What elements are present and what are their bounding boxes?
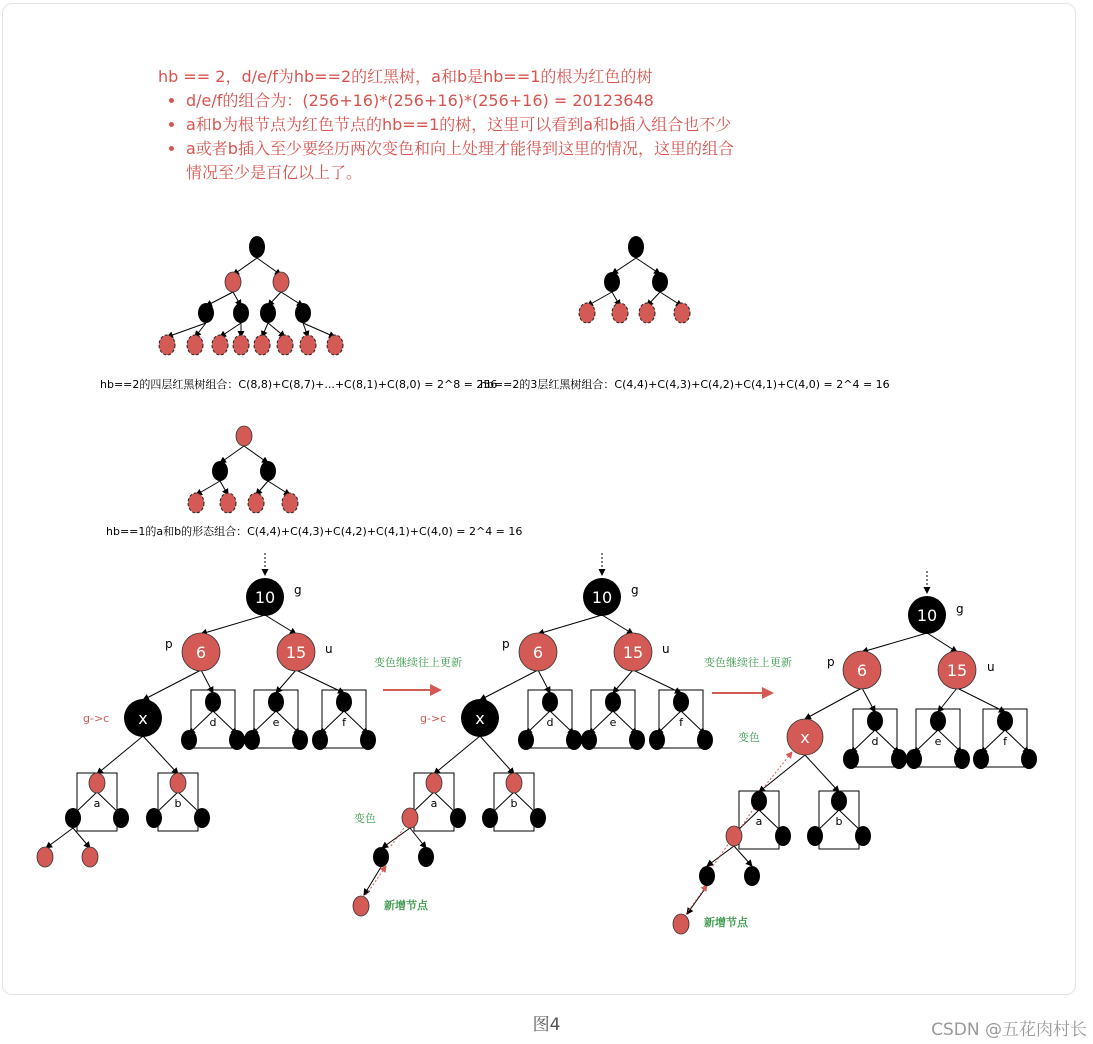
tree-node-8 — [159, 335, 175, 355]
tree-edge — [196, 481, 220, 495]
label-p-3: p — [827, 655, 835, 669]
tree-node-54 — [542, 692, 558, 712]
label-u-2: u — [662, 642, 670, 656]
tree-edge — [862, 633, 927, 652]
subtree-label-f: f — [342, 716, 346, 729]
tree-edge — [213, 711, 237, 734]
tree-edge — [268, 481, 290, 495]
tree-edge — [875, 730, 899, 753]
bullet-2: • a和b为根节点为红色节点的hb==1的树，这里可以看到a和b插入组合也不少 — [186, 113, 734, 137]
tree-node-18 — [652, 272, 668, 292]
tree-edge — [256, 481, 268, 495]
tree-node-19 — [579, 303, 595, 323]
tree-edge — [344, 711, 368, 734]
tree-node-11 — [233, 335, 249, 355]
tree-node-59 — [629, 730, 645, 750]
tree-node-66 — [402, 808, 418, 828]
tree-node-65 — [506, 773, 522, 793]
tree-node-83 — [973, 749, 989, 769]
tree-edge — [927, 633, 957, 652]
subtree-label-d: d — [546, 716, 554, 729]
tree-node-48 — [194, 808, 210, 828]
tree-node-82 — [997, 711, 1013, 731]
node-label-n10: 10 — [591, 587, 613, 607]
tree-node-7 — [295, 303, 311, 323]
tree-node-39 — [336, 692, 352, 712]
tree-node-25 — [260, 461, 276, 481]
tree-node-4 — [198, 303, 214, 323]
tree-node-1 — [249, 236, 265, 258]
node-label-n6: 6 — [856, 660, 868, 680]
caption-three-layer: hb==2的3层红黑树组合：C(4,4)+C(4,3)+C(4,2)+C(4,1)+C(4,0) = 2^4 = 16 — [480, 378, 890, 391]
tree-node-43 — [89, 773, 105, 793]
tree-node-68 — [482, 808, 498, 828]
tree-node-17 — [604, 272, 620, 292]
tree-edge — [538, 615, 602, 634]
tree-node-3 — [273, 272, 289, 292]
tree-node-89 — [775, 826, 791, 846]
tree-node-72 — [353, 896, 369, 916]
subtree-label-b: b — [835, 815, 843, 828]
node-label-n10: 10 — [916, 605, 938, 625]
tree-edge — [364, 867, 381, 895]
tree-edge — [244, 446, 268, 463]
tree-node-86 — [751, 791, 767, 811]
bullet-1: • d/e/f的组合为：(256+16)*(256+16)*(256+16) = 20123648 — [186, 89, 734, 113]
tree-edge — [257, 258, 281, 275]
node-label-n15: 15 — [285, 642, 307, 662]
tree-edge — [220, 446, 244, 463]
tree-node-40 — [312, 730, 328, 750]
tree-edge — [938, 730, 962, 753]
node-label-x: x — [800, 727, 810, 747]
tree-node-55 — [518, 730, 534, 750]
tree-node-9 — [187, 335, 203, 355]
tree-node-64 — [426, 773, 442, 793]
label-recolor-up-2: 变色继续往上更新 — [704, 656, 792, 669]
tree-node-38 — [292, 730, 308, 750]
tree-node-69 — [530, 808, 546, 828]
bullet-3: • a或者b插入至少要经历两次变色和向上处理才能得到这里的情况，这里的组合 — [186, 137, 734, 161]
subtree-label-e: e — [609, 716, 617, 729]
tree-edge — [1005, 730, 1029, 753]
heading-title: hb == 2，d/e/f为hb==2的红黑树，a和b是hb==1的根为红色的树 — [158, 67, 653, 86]
tree-node-87 — [831, 791, 847, 811]
tree-edge — [687, 886, 707, 914]
tree-node-80 — [906, 749, 922, 769]
tree-node-24 — [212, 461, 228, 481]
tree-node-33 — [205, 692, 221, 712]
node-label-n6: 6 — [532, 642, 544, 662]
tree-node-70 — [373, 847, 389, 867]
label-p-1: p — [165, 637, 173, 651]
tree-node-35 — [229, 730, 245, 750]
tree-edge — [276, 711, 300, 734]
tree-node-37 — [244, 730, 260, 750]
tree-node-93 — [744, 866, 760, 886]
tree-edge — [262, 323, 268, 337]
tree-node-94 — [673, 914, 689, 934]
tree-node-77 — [843, 749, 859, 769]
tree-edge — [143, 670, 201, 700]
tree-node-5 — [233, 303, 249, 323]
tree-node-41 — [360, 730, 376, 750]
node-label-n15: 15 — [622, 642, 644, 662]
tree-node-81 — [954, 749, 970, 769]
watermark: CSDN @五花肉村长 — [931, 1020, 1087, 1040]
label-gc-2: g->c — [420, 712, 447, 725]
tree-node-49 — [37, 847, 53, 867]
tree-edge — [265, 615, 296, 634]
tree-node-16 — [628, 236, 644, 258]
tree-edge — [233, 258, 257, 275]
tree-node-61 — [649, 730, 665, 750]
tree-edge — [938, 688, 957, 712]
node-label-x: x — [475, 708, 485, 728]
tree-node-12 — [254, 335, 270, 355]
tree-node-22 — [674, 303, 690, 323]
tree-node-20 — [612, 303, 628, 323]
label-new-node-2: 新增节点 — [384, 899, 428, 912]
node-label-n6: 6 — [195, 642, 207, 662]
tree-node-88 — [726, 826, 742, 846]
tree-node-71 — [418, 847, 434, 867]
subtree-label-a: a — [755, 815, 763, 828]
tree-node-36 — [268, 692, 284, 712]
label-u-1: u — [325, 642, 333, 656]
tree-node-56 — [566, 730, 582, 750]
tree-edge — [220, 323, 241, 337]
label-g-2: g — [631, 583, 639, 597]
subtree-label-f: f — [1003, 735, 1007, 748]
tree-edge — [382, 828, 410, 848]
tree-node-91 — [855, 826, 871, 846]
tree-edge — [320, 711, 344, 734]
tree-node-50 — [82, 847, 98, 867]
label-g-3: g — [956, 602, 964, 616]
tree-edge — [805, 755, 839, 792]
tree-node-79 — [930, 711, 946, 731]
figure-caption: 图4 — [532, 1015, 561, 1035]
tree-edge — [612, 258, 636, 274]
tree-node-90 — [807, 826, 823, 846]
tree-node-10 — [212, 335, 228, 355]
label-g-1: g — [294, 583, 302, 597]
tree-edge — [636, 258, 660, 274]
tree-node-92 — [699, 866, 715, 886]
tree-node-44 — [170, 773, 186, 793]
tree-node-34 — [181, 730, 197, 750]
tree-edge — [480, 670, 538, 700]
tree-node-84 — [1021, 749, 1037, 769]
tree-node-15 — [327, 335, 343, 355]
tree-node-58 — [581, 730, 597, 750]
tree-node-2 — [225, 272, 241, 292]
tree-edge — [480, 736, 514, 774]
node-label-n10: 10 — [254, 587, 276, 607]
tree-edge — [550, 711, 574, 734]
subtree-label-b: b — [510, 797, 518, 810]
tree-node-13 — [277, 335, 293, 355]
tree-edge — [862, 688, 875, 712]
tree-node-28 — [248, 493, 264, 513]
tree-node-76 — [867, 711, 883, 731]
tree-node-26 — [188, 493, 204, 513]
subtree-label-d: d — [209, 716, 217, 729]
tree-node-60 — [673, 692, 689, 712]
label-recolor-up-1: 变色继续往上更新 — [374, 656, 462, 669]
tree-node-6 — [260, 303, 276, 323]
tree-edge — [201, 615, 265, 634]
caption-ab-shape: hb==1的a和b的形态组合：C(4,4)+C(4,3)+C(4,2)+C(4,1)+C(4,0) = 2^4 = 16 — [106, 525, 523, 538]
caption-four-layer: hb==2的四层红黑树组合：C(8,8)+C(8,7)+...+C(8,1)+C(8,0) = 2^8 = 256 — [100, 378, 498, 391]
bullet-4: 情况至少是百亿以上了。 — [186, 163, 363, 182]
subtree-label-b: b — [174, 797, 182, 810]
tree-node-21 — [639, 303, 655, 323]
tree-edge — [613, 711, 637, 734]
tree-edge — [46, 828, 73, 848]
subtree-label-f: f — [679, 716, 683, 729]
node-label-n15: 15 — [946, 660, 968, 680]
label-recolor-3: 变色 — [738, 731, 760, 744]
tree-edge — [957, 688, 1005, 712]
tree-node-46 — [113, 808, 129, 828]
tree-edge — [143, 736, 178, 774]
tree-node-78 — [891, 749, 907, 769]
tree-node-62 — [697, 730, 713, 750]
tree-edge — [657, 711, 681, 734]
tree-edge — [686, 885, 707, 914]
subtree-label-d: d — [871, 735, 879, 748]
label-gc-1: g->c — [83, 712, 110, 725]
label-p-2: p — [502, 637, 510, 651]
tree-edge — [759, 755, 805, 792]
tree-node-27 — [220, 493, 236, 513]
tree-node-67 — [450, 808, 466, 828]
tree-edge — [981, 730, 1005, 753]
label-u-3: u — [987, 660, 995, 674]
subtree-label-a: a — [430, 797, 438, 810]
tree-edge — [602, 615, 633, 634]
label-recolor-2: 变色 — [354, 812, 376, 825]
tree-node-29 — [282, 493, 298, 513]
tree-node-57 — [605, 692, 621, 712]
tree-node-14 — [300, 335, 316, 355]
label-new-node-3: 新增节点 — [704, 916, 748, 929]
tree-node-45 — [65, 808, 81, 828]
tree-edge — [366, 866, 386, 895]
tree-edge — [206, 292, 233, 306]
tree-edge — [434, 736, 480, 774]
subtree-label-e: e — [934, 735, 942, 748]
subtree-label-a: a — [93, 797, 101, 810]
tree-edge — [268, 323, 285, 337]
tree-node-47 — [146, 808, 162, 828]
subtree-label-e: e — [272, 716, 280, 729]
tree-edge — [97, 736, 143, 774]
tree-node-23 — [236, 426, 252, 446]
node-label-x: x — [138, 708, 148, 728]
tree-edge — [681, 711, 705, 734]
